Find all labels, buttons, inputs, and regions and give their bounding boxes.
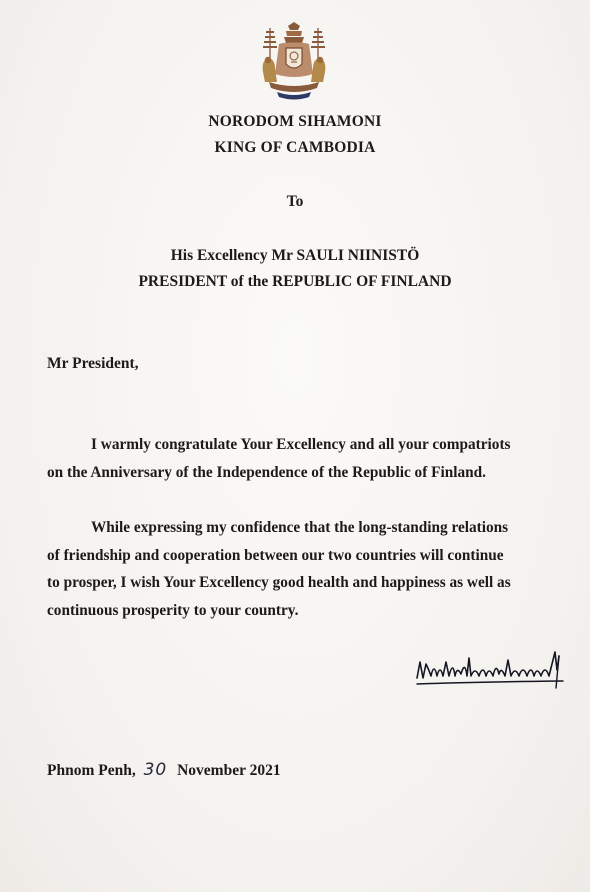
dateline-place: Phnom Penh,	[47, 762, 136, 779]
recipient-line-1: His Excellency Mr SAULI NIINISTÖ	[170, 247, 420, 264]
dateline	[47, 760, 281, 780]
salutation: Mr President,	[47, 355, 139, 372]
paragraph-2-line-2: of friendship and cooperation between our two countries will continue	[47, 546, 504, 564]
to-label: To	[286, 193, 304, 210]
body-paragraph-2	[47, 514, 531, 624]
paragraph-2-line-3: to prosper, I wish Your Excellency good health and happiness as well as	[47, 574, 511, 591]
paragraph-2-line-4: continuous prosperity to your country.	[47, 601, 299, 619]
paragraph-2-line-1: While expressing my confidence that the long-standing relations	[91, 519, 509, 536]
handwritten-signature	[413, 648, 569, 696]
paragraph-1-line-2: on the Anniversary of the Independence of the Republic of Finland.	[47, 463, 486, 481]
royal-coat-of-arms-emblem	[255, 22, 333, 102]
dateline-month-year: November 2021	[177, 762, 281, 779]
paragraph-1-line-1: I warmly congratulate Your Excellency and all your compatriots	[91, 436, 511, 453]
body-paragraph-1	[47, 431, 531, 486]
dateline-handwritten-day: 30	[143, 760, 168, 780]
sender-title: KING OF CAMBODIA	[214, 139, 376, 156]
recipient-line-2: PRESIDENT of the REPUBLIC OF FINLAND	[138, 273, 452, 290]
sender-name: NORODOM SIHAMONI	[208, 113, 382, 130]
